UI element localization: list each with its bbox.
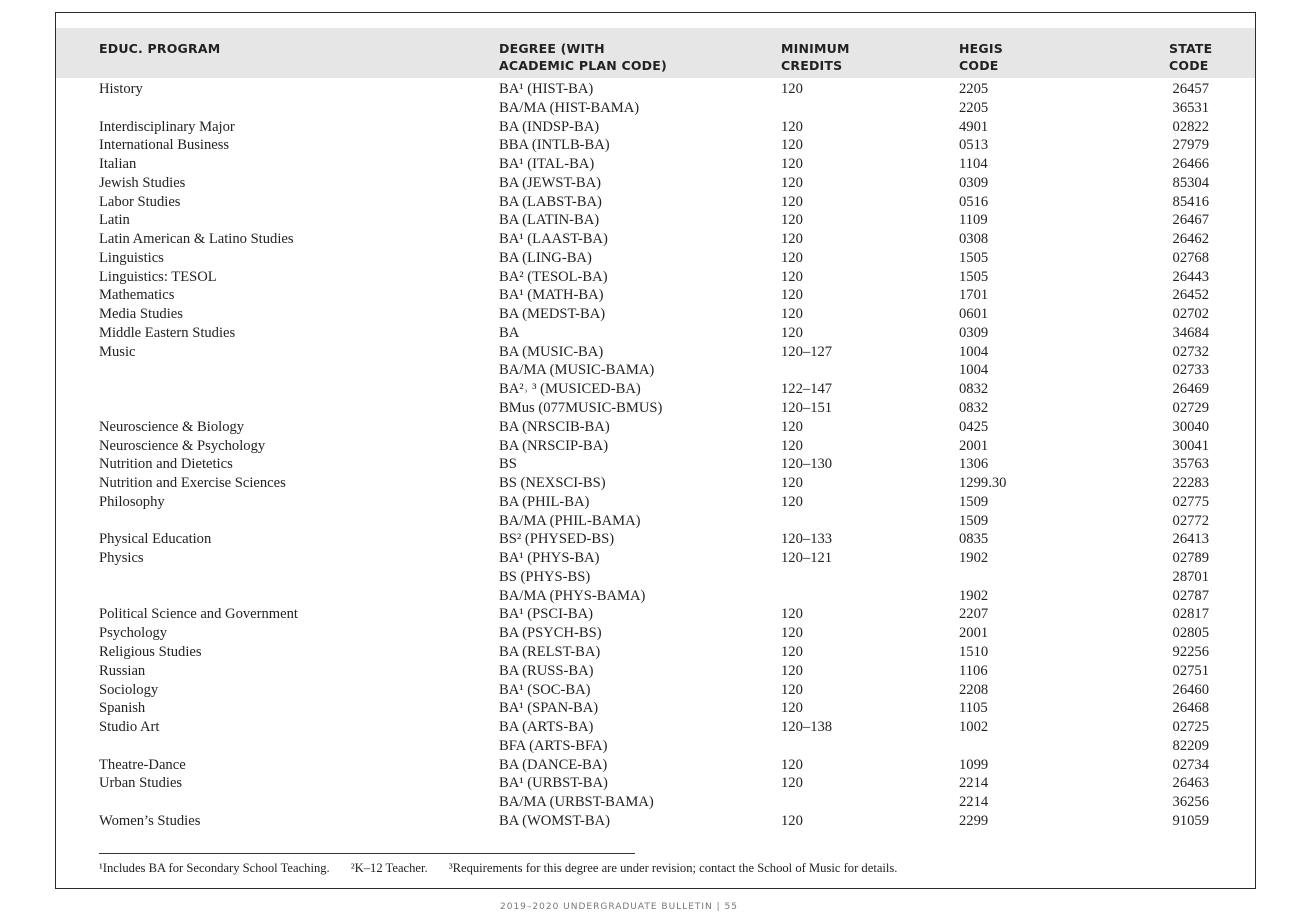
state-code-cell: 02729 [1172, 400, 1209, 417]
credits-cell: 120 [781, 268, 803, 285]
state-code-cell: 27979 [1172, 137, 1209, 154]
hegis-code-cell: 1106 [959, 662, 988, 679]
table-row [0, 474, 1306, 493]
program-cell: Interdisciplinary Major [99, 118, 235, 135]
footnote-1: ¹Includes BA for Secondary School Teaching. [99, 861, 330, 875]
credits-cell: 120 [781, 625, 803, 642]
hegis-code-cell: 1505 [959, 249, 989, 266]
state-code-cell: 02817 [1172, 606, 1209, 623]
degree-cell: BA¹ (URBST-BA) [499, 775, 608, 792]
credits-cell: 120 [781, 137, 803, 154]
header-credits: MINIMUM CREDITS [781, 41, 850, 73]
degree-cell: BA (NRSCIB-BA) [499, 418, 610, 435]
state-code-cell: 36256 [1172, 794, 1209, 811]
hegis-code-cell: 2207 [959, 606, 989, 623]
program-cell: Political Science and Government [99, 606, 298, 623]
table-row [0, 305, 1306, 324]
program-cell: Jewish Studies [99, 174, 186, 191]
degree-cell: BA/MA (PHYS-BAMA) [499, 587, 646, 604]
table-row [0, 530, 1306, 549]
state-code-cell: 26452 [1172, 287, 1209, 304]
hegis-code-cell: 2214 [959, 794, 989, 811]
program-cell: Theatre-Dance [99, 756, 186, 773]
state-code-cell: 02732 [1172, 343, 1209, 360]
footnote-3: ³Requirements for this degree are under revision; contact the School of Music for details. [448, 861, 898, 875]
program-cell: Physics [99, 550, 144, 567]
table-row [0, 80, 1306, 99]
table-row [0, 624, 1306, 643]
hegis-code-cell: 1509 [959, 493, 989, 510]
state-code-cell: 02768 [1172, 249, 1209, 266]
degree-cell: BA (INDSP-BA) [499, 118, 600, 135]
hegis-code-cell: 2205 [959, 99, 989, 116]
state-code-cell: 26443 [1172, 268, 1209, 285]
hegis-code-cell: 1099 [959, 756, 989, 773]
state-code-cell: 26413 [1172, 531, 1209, 548]
credits-cell: 120 [781, 81, 803, 97]
credits-cell: 120–133 [781, 531, 833, 548]
state-code-cell: 26466 [1172, 156, 1209, 173]
credits-cell: 120–138 [781, 719, 833, 736]
hegis-code-cell: 0425 [959, 418, 989, 435]
state-code-cell: 02789 [1172, 550, 1209, 567]
program-cell: Neuroscience & Biology [99, 418, 245, 435]
table-row [0, 230, 1306, 249]
table-row [0, 605, 1306, 624]
program-cell: Studio Art [99, 719, 160, 736]
program-cell: Middle Eastern Studies [99, 324, 236, 341]
state-code-cell: 02734 [1172, 756, 1209, 773]
credits-cell: 120 [781, 493, 803, 510]
hegis-code-cell: 2208 [959, 681, 989, 698]
degree-cell: BA/MA (MUSIC-BAMA) [499, 362, 655, 379]
state-code-cell: 28701 [1172, 568, 1209, 585]
state-code-cell: 26463 [1172, 775, 1209, 792]
program-cell: History [99, 81, 143, 97]
state-code-cell: 02787 [1172, 587, 1209, 604]
program-cell: Physical Education [99, 531, 212, 548]
hegis-code-cell: 0835 [959, 531, 989, 548]
state-code-cell: 26460 [1172, 681, 1209, 698]
state-code-cell: 26469 [1172, 381, 1209, 398]
state-code-cell: 22283 [1172, 475, 1209, 492]
degree-cell: BA (RELST-BA) [499, 643, 601, 660]
table-row [0, 268, 1306, 287]
degree-cell: BS [499, 456, 517, 473]
hegis-code-cell: 2205 [959, 81, 989, 97]
state-code-cell: 30040 [1172, 418, 1209, 435]
degree-cell: BA (MEDST-BA) [499, 306, 606, 323]
header-hegis: HEGIS CODE [959, 41, 1003, 73]
table-row [0, 455, 1306, 474]
program-cell: Latin American & Latino Studies [99, 231, 294, 248]
table-row [0, 118, 1306, 137]
state-code-cell: 26467 [1172, 212, 1209, 229]
program-cell: International Business [99, 137, 230, 154]
hegis-code-cell: 1701 [959, 287, 989, 304]
credits-cell: 120 [781, 287, 803, 304]
state-code-cell: 02775 [1172, 493, 1209, 510]
hegis-code-cell: 0601 [959, 306, 989, 323]
hegis-code-cell: 2299 [959, 812, 989, 829]
degree-cell: BA (LABST-BA) [499, 193, 602, 210]
credits-cell: 120 [781, 812, 803, 829]
program-cell: Media Studies [99, 306, 183, 323]
credits-cell: 120–151 [781, 400, 833, 417]
degree-cell: BA (RUSS-BA) [499, 662, 594, 679]
table-row [0, 493, 1306, 512]
program-cell: Music [99, 343, 136, 360]
table-row [0, 587, 1306, 606]
state-code-cell: 82209 [1172, 737, 1209, 754]
table-row [0, 437, 1306, 456]
state-code-cell: 35763 [1172, 456, 1209, 473]
table-row [0, 399, 1306, 418]
degree-cell: BA (JEWST-BA) [499, 174, 602, 191]
credits-cell: 122–147 [781, 381, 833, 398]
degree-cell: BA¹ (LAAST-BA) [499, 231, 608, 248]
hegis-code-cell: 2001 [959, 625, 989, 642]
hegis-code-cell: 4901 [959, 118, 989, 135]
degree-cell: BA¹ (PSCI-BA) [499, 606, 593, 623]
degree-cell: BA¹ (ITAL-BA) [499, 156, 595, 173]
degree-cell: BS² (PHYSED-BS) [499, 531, 615, 548]
degree-cell: BBA (INTLB-BA) [499, 137, 610, 154]
program-cell: Russian [99, 662, 146, 679]
state-code-cell: 02805 [1172, 625, 1209, 642]
table-row [0, 643, 1306, 662]
credits-cell: 120 [781, 643, 803, 660]
credits-cell: 120 [781, 174, 803, 191]
program-cell: Women’s Studies [99, 812, 201, 829]
degree-cell: BA (ARTS-BA) [499, 719, 594, 736]
table-row [0, 324, 1306, 343]
state-code-cell: 85304 [1172, 174, 1209, 191]
credits-cell: 120 [781, 193, 803, 210]
table-row [0, 512, 1306, 531]
program-cell: Italian [99, 156, 137, 173]
hegis-code-cell: 1002 [959, 719, 989, 736]
degree-cell: BA¹ (MATH-BA) [499, 287, 604, 304]
hegis-code-cell: 1004 [959, 343, 989, 360]
hegis-code-cell: 0308 [959, 231, 989, 248]
table-row [0, 549, 1306, 568]
state-code-cell: 91059 [1172, 812, 1209, 829]
state-code-cell: 26468 [1172, 700, 1209, 717]
credits-cell: 120 [781, 756, 803, 773]
hegis-code-cell: 0309 [959, 174, 989, 191]
table-row [0, 286, 1306, 305]
state-code-cell: 26462 [1172, 231, 1209, 248]
hegis-code-cell: 1104 [959, 156, 988, 173]
degree-cell: BMus (077MUSIC-BMUS) [499, 400, 663, 417]
hegis-code-cell: 1902 [959, 587, 989, 604]
table-row [0, 136, 1306, 155]
credits-cell: 120 [781, 306, 803, 323]
degree-cell: BA (PHIL-BA) [499, 493, 590, 510]
header-degree: DEGREE (WITH ACADEMIC PLAN CODE) [499, 41, 667, 73]
credits-cell: 120 [781, 156, 803, 173]
credits-cell: 120 [781, 775, 803, 792]
credits-cell: 120 [781, 212, 803, 229]
hegis-code-cell: 1299.30 [959, 475, 1007, 492]
degree-cell: BA/MA (PHIL-BAMA) [499, 512, 641, 529]
hegis-code-cell: 0516 [959, 193, 989, 210]
degree-cell: BS (PHYS-BS) [499, 568, 591, 585]
degree-cell: BA (MUSIC-BA) [499, 343, 604, 360]
table-row [0, 418, 1306, 437]
credits-cell: 120 [781, 324, 803, 341]
hegis-code-cell: 1510 [959, 643, 989, 660]
credits-cell: 120–127 [781, 343, 833, 360]
table-row [0, 211, 1306, 230]
program-cell: Religious Studies [99, 643, 202, 660]
degree-cell: BA¹ (SPAN-BA) [499, 700, 599, 717]
state-code-cell: 34684 [1172, 324, 1209, 341]
program-cell: Nutrition and Dietetics [99, 456, 233, 473]
credits-cell: 120 [781, 606, 803, 623]
table-row [0, 380, 1306, 399]
table-row [0, 699, 1306, 718]
credits-cell: 120 [781, 662, 803, 679]
table-row [0, 193, 1306, 212]
program-cell: Latin [99, 212, 130, 229]
hegis-code-cell: 1902 [959, 550, 989, 567]
degree-cell: BA (LATIN-BA) [499, 212, 600, 229]
degree-cell: BA² (TESOL-BA) [499, 268, 608, 285]
hegis-code-cell: 1306 [959, 456, 989, 473]
table-row [0, 155, 1306, 174]
table-row [0, 793, 1306, 812]
program-cell: Nutrition and Exercise Sciences [99, 475, 286, 492]
degree-cell: BS (NEXSCI-BS) [499, 475, 606, 492]
degree-cell: BA (WOMST-BA) [499, 812, 610, 829]
state-code-cell: 26457 [1172, 81, 1209, 97]
state-code-cell: 36531 [1172, 99, 1209, 116]
page-footer: 2019–2020 UNDERGRADUATE BULLETIN | 55 [500, 902, 738, 912]
state-code-cell: 02772 [1172, 512, 1209, 529]
credits-cell: 120–121 [781, 550, 833, 567]
hegis-code-cell: 1105 [959, 700, 988, 717]
state-code-cell: 02822 [1172, 118, 1209, 135]
header-state: STATE CODE [1169, 41, 1213, 73]
table-row [0, 361, 1306, 380]
table-row [0, 812, 1306, 831]
degree-cell: BA/MA (HIST-BAMA) [499, 99, 640, 116]
program-cell: Labor Studies [99, 193, 181, 210]
degree-cell: BA [499, 324, 520, 341]
credits-cell: 120 [781, 437, 803, 454]
program-cell: Philosophy [99, 493, 165, 510]
hegis-code-cell: 1509 [959, 512, 989, 529]
credits-cell: 120 [781, 700, 803, 717]
table-row [0, 568, 1306, 587]
table-row [0, 718, 1306, 737]
state-code-cell: 02733 [1172, 362, 1209, 379]
table-row [0, 681, 1306, 700]
credits-cell: 120 [781, 418, 803, 435]
state-code-cell: 92256 [1172, 643, 1209, 660]
degree-cell: BA¹ (SOC-BA) [499, 681, 591, 698]
table-row [0, 343, 1306, 362]
hegis-code-cell: 1109 [959, 212, 988, 229]
credits-cell: 120 [781, 118, 803, 135]
hegis-code-cell: 2001 [959, 437, 989, 454]
degree-cell: BA (DANCE-BA) [499, 756, 608, 773]
degree-cell: BA¹ (HIST-BA) [499, 81, 594, 97]
state-code-cell: 02702 [1172, 306, 1209, 323]
degree-cell: BA (LING-BA) [499, 249, 592, 266]
degree-cell: BFA (ARTS-BFA) [499, 737, 608, 754]
program-cell: Linguistics [99, 249, 164, 266]
header-program: EDUC. PROGRAM [99, 41, 221, 56]
hegis-code-cell: 0832 [959, 381, 989, 398]
footnote-2: ²K–12 Teacher. [350, 861, 428, 875]
credits-cell: 120 [781, 681, 803, 698]
state-code-cell: 02725 [1172, 719, 1209, 736]
credits-cell: 120 [781, 249, 803, 266]
table-row [0, 756, 1306, 775]
table-row [0, 737, 1306, 756]
degree-cell: BA/MA (URBST-BAMA) [499, 794, 654, 811]
state-code-cell: 02751 [1172, 662, 1209, 679]
program-cell: Urban Studies [99, 775, 183, 792]
table-row [0, 774, 1306, 793]
credits-cell: 120 [781, 475, 803, 492]
hegis-code-cell: 1505 [959, 268, 989, 285]
table-row [0, 99, 1306, 118]
program-cell: Mathematics [99, 287, 175, 304]
hegis-code-cell: 1004 [959, 362, 989, 379]
degree-cell: BA (PSYCH-BS) [499, 625, 602, 642]
hegis-code-cell: 2214 [959, 775, 989, 792]
state-code-cell: 30041 [1172, 437, 1209, 454]
hegis-code-cell: 0513 [959, 137, 989, 154]
table-body [0, 80, 1306, 831]
hegis-code-cell: 0309 [959, 324, 989, 341]
program-cell: Psychology [99, 625, 168, 642]
credits-cell: 120 [781, 231, 803, 248]
footnotes [99, 861, 915, 876]
degree-cell: BA (NRSCIP-BA) [499, 437, 609, 454]
degree-cell: BA¹ (PHYS-BA) [499, 550, 600, 567]
program-cell: Spanish [99, 700, 146, 717]
credits-cell: 120–130 [781, 456, 833, 473]
footnote-rule [99, 853, 635, 854]
program-cell: Sociology [99, 681, 159, 698]
degree-cell: BA²˒ ³ (MUSICED-BA) [499, 381, 641, 398]
program-cell: Linguistics: TESOL [99, 268, 217, 285]
state-code-cell: 85416 [1172, 193, 1209, 210]
table-row [0, 662, 1306, 681]
table-row [0, 249, 1306, 268]
hegis-code-cell: 0832 [959, 400, 989, 417]
program-cell: Neuroscience & Psychology [99, 437, 266, 454]
table-row [0, 174, 1306, 193]
